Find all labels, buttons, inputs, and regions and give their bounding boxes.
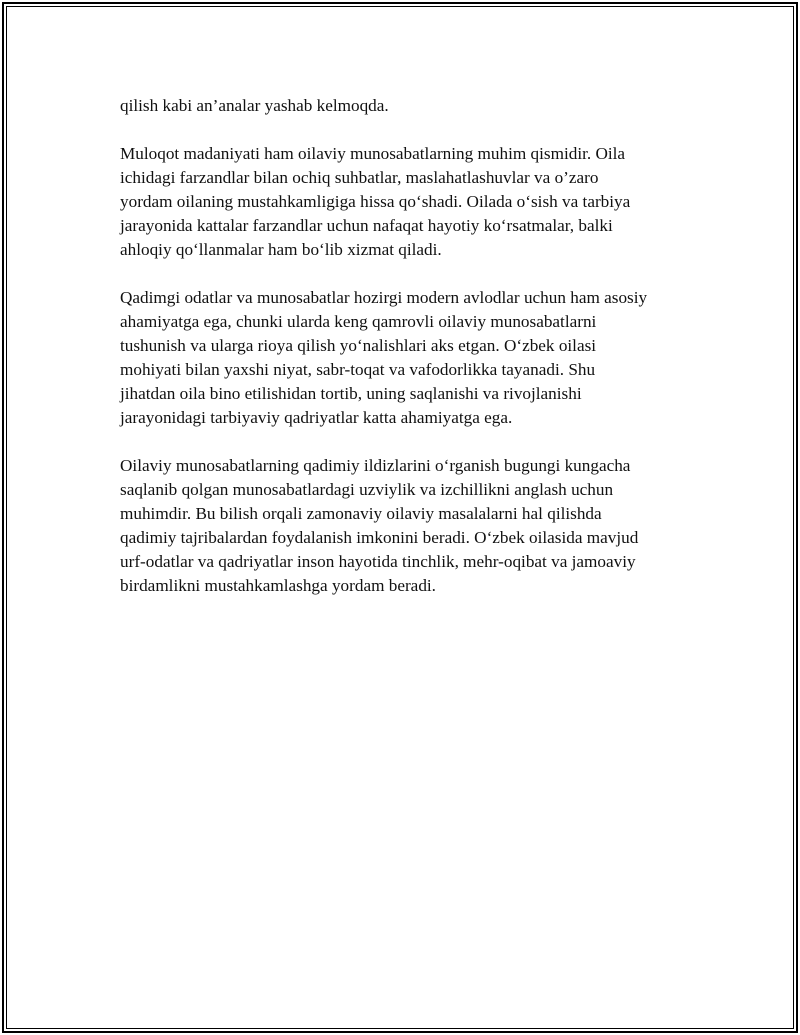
paragraph-3 (120, 286, 710, 430)
page-border (2, 2, 798, 1033)
paragraph-4 (120, 454, 710, 598)
paragraph-1 (120, 94, 710, 118)
text-line: Muloqot madaniyati ham oilaviy munosabatlarning muhim qismidir. Oila (120, 144, 626, 163)
text-line: ahamiyatga ega, chunki ularda keng qamrovli oilaviy munosabatlarni (120, 312, 597, 331)
text-line: ichidagi farzandlar bilan ochiq suhbatlar, maslahatlashuvlar va o’zaro (120, 168, 599, 187)
text-line: jarayonida kattalar farzandlar uchun nafaqat hayotiy ko‘rsatmalar, balki (120, 216, 613, 235)
text-line: muhimdir. Bu bilish orqali zamonaviy oilaviy masalalarni hal qilishda (120, 504, 602, 523)
text-line: ahloqiy qo‘llanmalar ham bo‘lib xizmat qiladi. (120, 240, 442, 259)
text-line: Qadimgi odatlar va munosabatlar hozirgi modern avlodlar uchun ham asosiy (120, 288, 648, 307)
text-line: jihatdan oila bino etilishidan tortib, uning saqlanishi va rivojlanishi (120, 384, 582, 403)
text-line: jarayonidagi tarbiyaviy qadriyatlar katta ahamiyatga ega. (120, 408, 513, 427)
text-line: birdamlikni mustahkamlashga yordam beradi. (120, 576, 436, 595)
paragraph-2 (120, 142, 710, 262)
text-line: qadimiy tajribalardan foydalanish imkonini beradi. O‘zbek oilasida mavjud (120, 528, 639, 547)
text-line: Oilaviy munosabatlarning qadimiy ildizlarini o‘rganish bugungi kungacha (120, 456, 631, 475)
text-line: yordam oilaning mustahkamligiga hissa qo‘shadi. Oilada o‘sish va tarbiya (120, 192, 631, 211)
text-line: tushunish va ularga rioya qilish yo‘nalishlari aks etgan. O‘zbek oilasi (120, 336, 597, 355)
text-line: mohiyati bilan yaxshi niyat, sabr-toqat va vafodorlikka tayanadi. Shu (120, 360, 596, 379)
text-line: saqlanib qolgan munosabatlardagi uzviylik va izchillikni anglash uchun (120, 480, 614, 499)
document-body (120, 94, 710, 622)
text-line: qilish kabi an’analar yashab kelmoqda. (120, 96, 389, 115)
text-line: urf-odatlar va qadriyatlar inson hayotida tinchlik, mehr-oqibat va jamoaviy (120, 552, 636, 571)
